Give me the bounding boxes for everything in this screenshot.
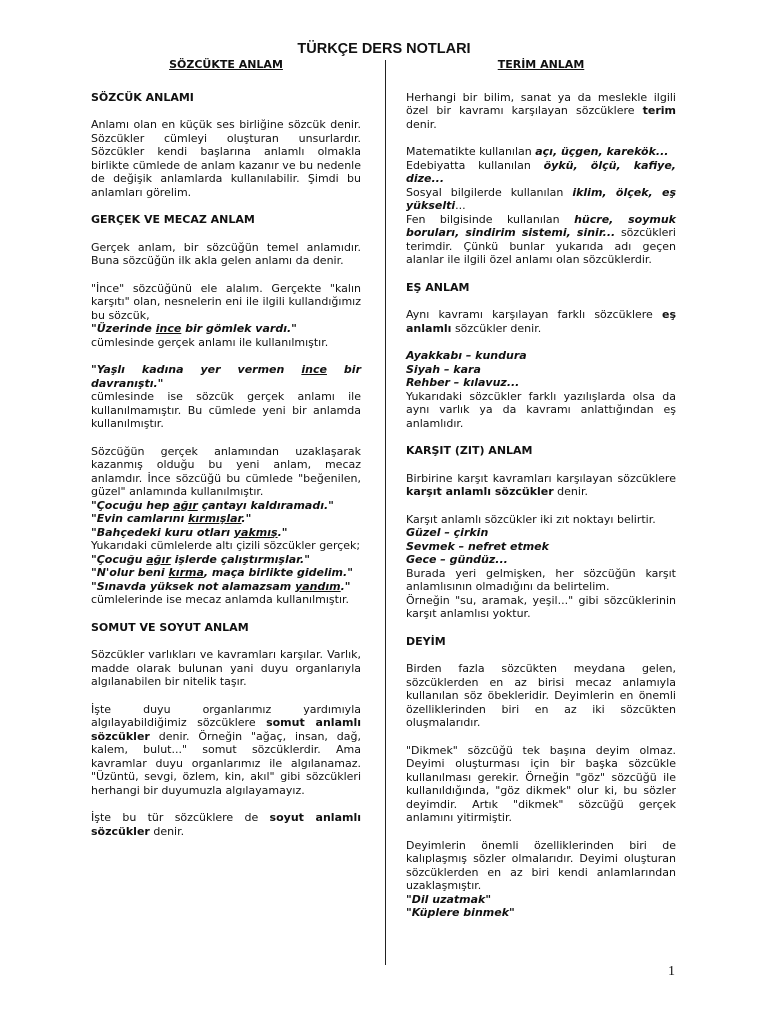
paragraph: cümlelerinde ise mecaz anlamda kullanılmıştır. xyxy=(91,593,350,606)
term-example: Fen bilgisinde kullanılan hücre, soymuk boruları, sindirim sistemi, sinir... sözcükleri terimdir. Çünkü bunlar yukarıda adı geçen alanlar ile ilgili özel anlamı olan sözcüklerdir. xyxy=(406,212,676,266)
page-number: 1 xyxy=(668,964,675,979)
example-sentence: "Evin camlarını kırmışlar." xyxy=(91,512,252,525)
paragraph: Gerçek anlam, bir sözcüğün temel anlamıdır. Buna sözcüğün ilk akla gelen anlamı da denir. xyxy=(91,240,361,267)
example-sentence: "Çocuğu ağır işlerde çalıştırmışlar." xyxy=(91,552,310,566)
column-divider xyxy=(385,60,386,965)
page-title: TÜRKÇE DERS NOTLARI xyxy=(297,41,471,57)
section-heading-gercek-mecaz: GERÇEK VE MECAZ ANLAM xyxy=(91,213,255,226)
idiom-example: "Küplere binmek" xyxy=(406,906,515,919)
example-sentence: "N'olur beni kırma, maça birlikte gidelim." xyxy=(91,566,353,579)
right-column-title: TERİM ANLAM xyxy=(497,58,585,71)
paragraph: Örneğin "su, aramak, yeşil..." gibi sözcüklerinin karşıt anlamlısı yoktur. xyxy=(406,593,676,620)
paragraph: Burada yeri gelmişken, her sözcüğün karşıt anlamlısının olmadığını da belirtelim. xyxy=(406,566,676,593)
paragraph: Sözcüğün gerçek anlamından uzaklaşarak kazanmış olduğu bu yeni anlam, mecaz anlamdır. İnce sözcüğü bu cümlede "beğenilen, güzel" anlamında kullanılmıştır. xyxy=(91,444,361,498)
section-heading-es-anlam: EŞ ANLAM xyxy=(406,280,470,294)
paragraph: Deyimlerin önemli özelliklerinden biri de kalıplaşmış sözler olmalarıdır. Deyimi oluşturan sözcüklerden en az biri kendi anlamlarından uzaklaşmıştır. xyxy=(406,838,676,892)
term-example: Edebiyatta kullanılan öykü, ölçü, kafiye, dize... xyxy=(406,158,676,185)
paragraph: Birbirine karşıt kavramları karşılayan sözcüklere karşıt anlamlı sözcükler denir. xyxy=(406,471,676,498)
paragraph: İşte bu tür sözcüklere de soyut anlamlı sözcükler denir. xyxy=(91,811,361,838)
term-example: Sosyal bilgilerde kullanılan iklim, ölçek, eş yükselti... xyxy=(406,185,676,212)
example-pair: Sevmek – nefret etmek xyxy=(406,539,549,553)
paragraph: Herhangi bir bilim, sanat ya da meslekle ilgili özel bir kavramı karşılayan sözcüklere terim denir. xyxy=(406,90,676,131)
paragraph: "İnce" sözcüğünü ele alalım. Gerçekte "kalın karşıtı" olan, nesnelerin eni ile ilgili kullandığımız bu sözcük, xyxy=(91,281,361,322)
idiom-example: "Dil uzatmak" xyxy=(406,892,492,906)
paragraph: cümlesinde gerçek anlamı ile kullanılmıştır. xyxy=(91,335,329,349)
paragraph: İşte duyu organlarımız yardımıyla algılayabildiğimiz sözcüklere somut anlamlı sözcükler denir. Örneğin "ağaç, insan, dağ, kalem, bulut..." somut sözcüklerdir. Ama kavramlar duyu organlarımız ile algılanamaz. "Üzüntü, sevgi, özlem, kin, akıl" gibi sözcükleri herhangi bir duyumuzla algılayamayız. xyxy=(91,702,362,797)
left-column-title: SÖZCÜKTE ANLAM xyxy=(169,58,283,71)
example-pair: Ayakkabı – kundura xyxy=(406,349,527,362)
left-column xyxy=(91,58,361,852)
section-heading-sozcuk-anlami: SÖZCÜK ANLAMI xyxy=(91,90,194,104)
paragraph: Aynı kavramı karşılayan farklı sözcüklere eş anlamlı sözcükler denir. xyxy=(406,308,676,335)
example-sentence: "Çocuğu hep ağır çantayı kaldıramadı." xyxy=(91,498,334,512)
section-heading-karsit-anlam: KARŞIT (ZIT) ANLAM xyxy=(406,444,533,457)
example-sentence: "Sınavda yüksek not alamazsam yandım." xyxy=(91,579,351,593)
example-pair: Siyah – kara xyxy=(406,362,481,376)
paragraph: Karşıt anlamlı sözcükler iki zıt noktayı belirtir. xyxy=(406,512,656,526)
term-example: Matematikte kullanılan açı, üçgen, karekök... xyxy=(406,145,669,158)
example-sentence: "Yaşlı kadına yer vermen ince bir davranıştı." xyxy=(91,363,361,390)
example-sentence: "Üzerinde ince bir gömlek vardı." xyxy=(91,322,297,335)
example-sentence: "Bahçedeki kuru otları yakmış." xyxy=(91,525,288,539)
paragraph: "Dikmek" sözcüğü tek başına deyim olmaz. Deyimi oluşturması için bir başka sözcükle kullanılması gerekir. Örneğin "göz" sözcüğü ile kullanıldığında, "göz dikmek" olur ki, bu sözler deyimdir. Artık "dikmek" sözcüğü gerçek anlamını yitirmiştir. xyxy=(406,743,676,824)
example-pair: Rehber – kılavuz... xyxy=(406,376,520,389)
section-heading-somut-soyut: SOMUT VE SOYUT ANLAM xyxy=(91,620,249,634)
paragraph: cümlesinde ise sözcük gerçek anlamı ile kullanılmamıştır. Bu cümlede yeni bir anlamda kullanılmıştır. xyxy=(91,390,361,430)
paragraph: Anlamı olan en küçük ses birliğine sözcük denir. Sözcükler cümleyi oluşturan unsurlardır. Sözcükler kendi başlarına anlamlı olmakla birlikte cümlede de anlam kazanır ve bu nedenle de değişik anlamlarda kullanılabilir. Şimdi bu anlamları görelim. xyxy=(91,118,361,199)
paragraph: Yukarıdaki cümlelerde altı çizili sözcükler gerçek; xyxy=(91,539,361,552)
example-pair: Gece – gündüz... xyxy=(406,553,508,566)
paragraph: Sözcükler varlıkları ve kavramları karşılar. Varlık, madde olarak bulunan yani duyu organlarıyla algılanabilen bir nitelik taşır. xyxy=(91,648,361,688)
example-pair: Güzel – çirkin xyxy=(406,526,489,539)
paragraph: Yukarıdaki sözcükler farklı yazılışlarda olsa da aynı varlık ya da kavramı anlattığından eş anlamlıdır. xyxy=(406,389,676,430)
paragraph: Birden fazla sözcükten meydana gelen, sözcüklerden en az birisi mecaz anlamıyla kullanılan söz öbekleridir. Deyimlerin en önemli özelliklerinden biri en az iki sözcükten oluşmalarıdır. xyxy=(406,662,676,729)
right-column xyxy=(406,58,676,920)
section-heading-deyim: DEYİM xyxy=(406,634,446,648)
